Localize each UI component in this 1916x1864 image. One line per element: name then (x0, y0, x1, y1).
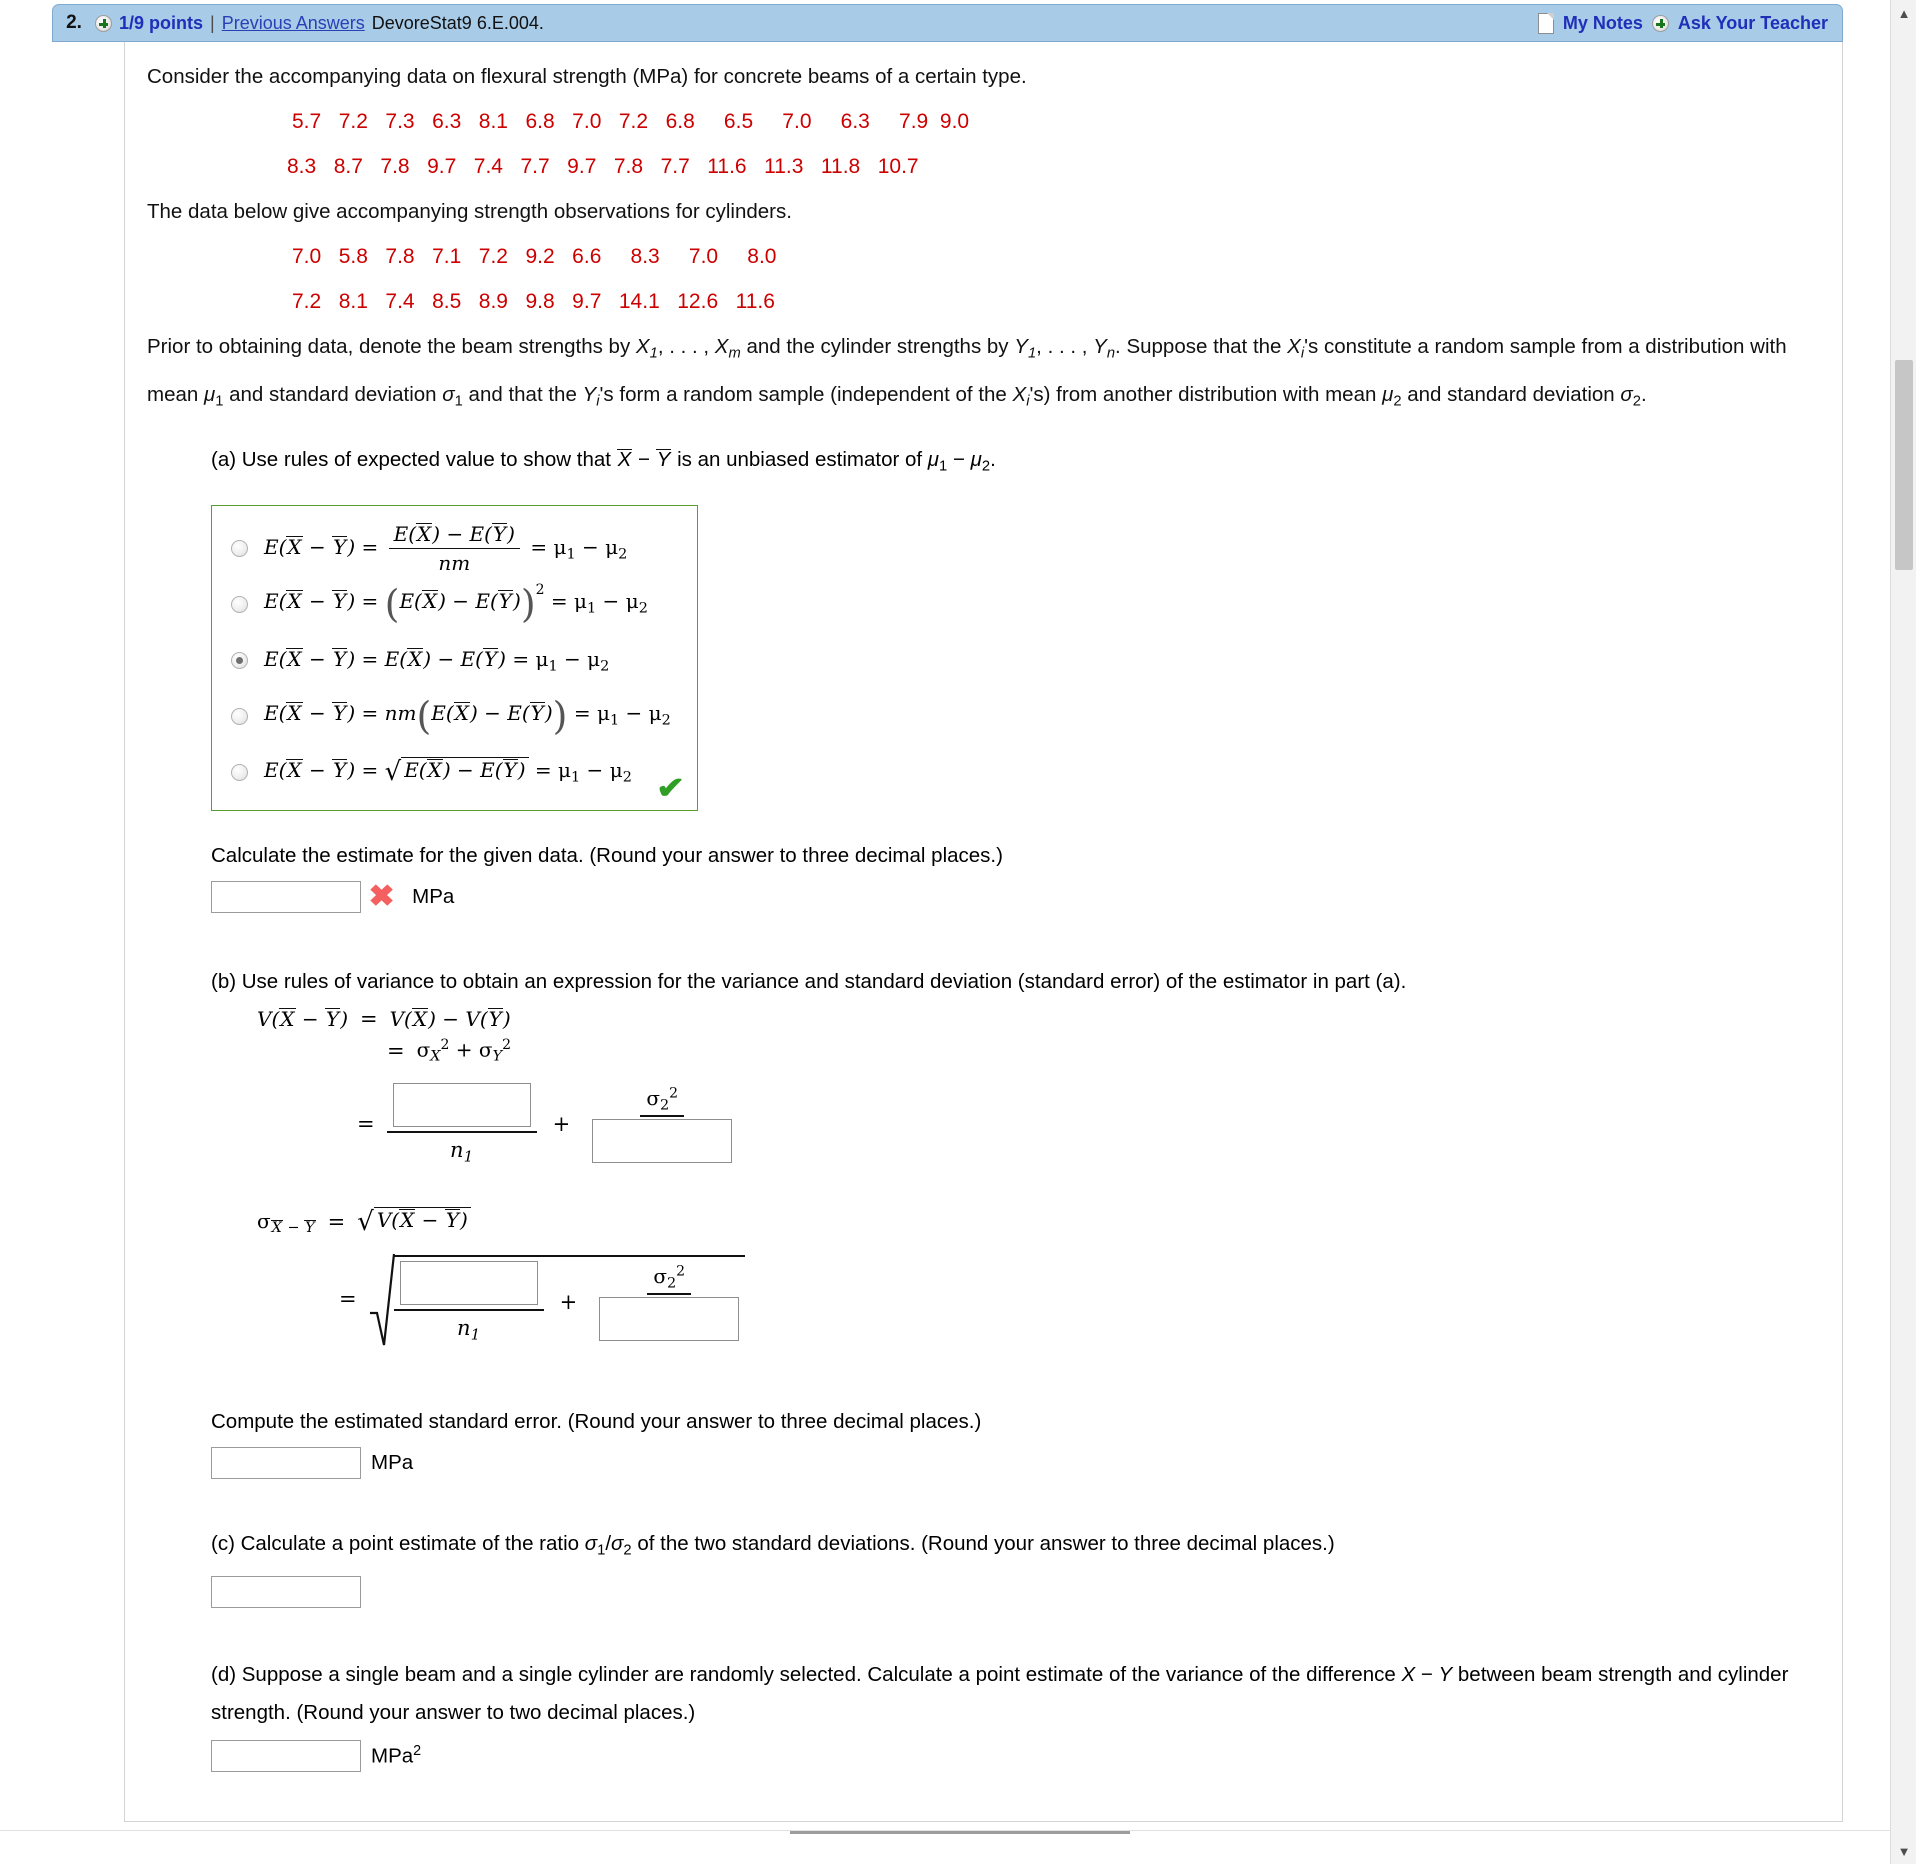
equals-4: = (327, 1210, 346, 1235)
choice-3-formula: $E(X - Y) = E(X) - E(Y) = \mu_1 - \mu_2$ (264, 646, 610, 674)
radio-button-4[interactable] (231, 708, 248, 725)
my-notes-link[interactable]: My Notes (1562, 12, 1643, 33)
sigma-1-c: σ (584, 1532, 598, 1556)
part-b-answer-input[interactable] (211, 1447, 361, 1479)
x-var-d: X (1401, 1662, 1416, 1686)
radical-sign-big (369, 1251, 395, 1347)
para-seg-7: from a distribution with mean (147, 335, 1787, 407)
equals-1: = (360, 1007, 378, 1032)
variance-fraction-1 (387, 1083, 537, 1166)
var-yi-sub: i (596, 393, 600, 410)
textbook-code: DevoreStat9 6.E.004. (371, 12, 544, 33)
part-d-prompt-pre: (d) Suppose a single beam and a single cylinder are randomly selected. Calculate a point estimate of the variance of the difference (211, 1662, 1402, 1686)
n1-se: n (457, 1316, 471, 1341)
cylinder-data-row-1: 7.0 5.8 7.8 7.1 7.2 9.2 6.6 8.3 7.0 8.0 (292, 245, 777, 268)
se-fraction-1-numerator (394, 1261, 544, 1311)
equals-3: = (357, 1112, 375, 1137)
notes-page-icon[interactable] (1538, 13, 1554, 34)
radio-button-2[interactable] (231, 596, 248, 613)
para-seg-11: 's) from another distribution with (1029, 383, 1320, 407)
para-seg-3: and the cylinder strengths by (740, 335, 1015, 358)
horizontal-scroll-nub[interactable] (790, 1831, 1130, 1834)
variance-fraction-2-denominator (586, 1117, 738, 1163)
sigma-2: σ (1620, 383, 1633, 407)
choice-1-formula: E(X − Y) = $\frac{E(X) - E(Y)}{nm}$ = $\mu_1 - \mu_2$ (264, 521, 628, 575)
part-d-answer-input[interactable] (211, 1740, 361, 1772)
header-left-group (95, 13, 1538, 34)
variance-line-2 (375, 1037, 1818, 1065)
part-a-choice-group (211, 505, 698, 811)
var-yi: Y (582, 383, 597, 407)
intro-line-2: The data below give accompanying strength observations for cylinders. (147, 200, 792, 223)
radio-button-5[interactable] (231, 764, 248, 781)
se-num-1-input[interactable] (400, 1261, 538, 1305)
sigma-1-sub: 1 (454, 393, 463, 410)
scrollbar-thumb[interactable] (1895, 360, 1913, 570)
var-xi: X (1287, 335, 1301, 358)
part-a-answer-row (211, 881, 1818, 913)
sigma-2-c-sub: 2 (623, 1542, 632, 1559)
mu-1-sub: 1 (215, 393, 224, 410)
header-divider: | (210, 12, 215, 33)
choice-2-formula: $E(X - Y) = (E(X) - E(Y))^2 = \mu_1 - \mu_2$ (264, 582, 648, 627)
variance-lhs: V(X − Y) (257, 1007, 348, 1032)
part-c-answer-row (211, 1576, 1818, 1608)
plus-circle-icon[interactable] (95, 15, 112, 32)
mu-2-a: μ (970, 447, 982, 471)
para-seg-4: , . . . , (1036, 335, 1094, 358)
se-fraction-2-numerator: $\sigma_2^2$ (647, 1264, 691, 1296)
plus-2: + (559, 1290, 578, 1315)
variance-line-3 (345, 1083, 1818, 1166)
se-line-1 (257, 1207, 1818, 1237)
setup-paragraph (147, 326, 1818, 423)
question-body-panel (124, 42, 1843, 1822)
se-line-2 (327, 1251, 1818, 1347)
plus-1: + (552, 1112, 571, 1137)
part-c-prompt (211, 1527, 1818, 1567)
se-fraction-2-denominator (593, 1295, 745, 1341)
se-fraction-1 (394, 1261, 544, 1344)
part-a-prompt (211, 443, 1818, 483)
equals-5: = (339, 1287, 357, 1312)
part-b-unit-label: MPa (371, 1451, 414, 1475)
para-seg-10: 's form a random sample (independent of the (599, 383, 1013, 407)
part-d-unit-text: MPa (371, 1744, 414, 1768)
variance-fraction-1-denominator (444, 1133, 479, 1166)
part-c-prompt-post: of the two standard deviations. (Round your answer to three decimal places.) (631, 1532, 1335, 1556)
para-seg-8: and standard deviation (223, 383, 443, 407)
var-xi-2: X (1012, 383, 1027, 407)
var-y-sub: 1 (1027, 345, 1037, 362)
se-rhs: √ V(X − Y) (357, 1207, 471, 1237)
mu-1: μ (203, 383, 216, 407)
var-x: X (635, 335, 650, 358)
part-c-answer-input[interactable] (211, 1576, 361, 1608)
choice-option-3[interactable] (212, 632, 697, 688)
var-yn: Y (1093, 335, 1107, 358)
part-a-prompt-pre: (a) Use rules of expected value to show that (211, 447, 617, 471)
n1-se-sub: 1 (470, 1325, 481, 1344)
sigma-1-c-sub: 1 (597, 1542, 606, 1559)
part-a-answer-input[interactable] (211, 881, 361, 913)
part-b-answer-row (211, 1447, 1818, 1479)
choice-option-5[interactable] (212, 744, 697, 800)
beam-data-row-1: 5.7 7.2 7.3 6.3 8.1 6.8 7.0 7.2 6.8 6.5 7.0 6.3 7.9 9.0 (292, 110, 970, 133)
var-xm: X (714, 335, 729, 358)
variance-sigma-sum: $\sigma_X^2 + \sigma_Y^2$ (416, 1037, 512, 1065)
se-den-2-input[interactable] (599, 1297, 739, 1341)
part-d-prompt-post: between beam (1452, 1662, 1593, 1686)
part-d-unit-sup: 2 (413, 1743, 422, 1760)
choice-option-1[interactable] (212, 520, 697, 576)
scroll-down-arrow[interactable]: ▼ (1891, 1838, 1916, 1864)
variance-rhs: V(X) − V(Y) (389, 1007, 511, 1032)
part-c-prompt-pre: (c) Calculate a point estimate of the ratio (211, 1532, 585, 1556)
variance-num-1-input[interactable] (393, 1083, 531, 1127)
var-y: Y (1014, 335, 1028, 358)
beam-data-row-2: 8.3 8.7 7.8 9.7 7.4 7.7 9.7 7.8 7.7 11.6 11.3 11.8 10.7 (287, 155, 919, 178)
para-seg-6: 's constitute a random sample (1304, 335, 1576, 358)
part-a-prompt-mid: is an unbiased estimator of (671, 447, 928, 471)
cylinder-data-row-2: 7.2 8.1 7.4 8.5 8.9 9.8 9.7 14.1 12.6 11.6 (292, 290, 775, 313)
mu-1-a: μ (927, 447, 940, 471)
mu-1-a-sub: 1 (939, 458, 948, 475)
radio-button-3[interactable] (231, 652, 248, 669)
para-seg-12: mean (1325, 383, 1383, 407)
intro-line-1: Consider the accompanying data on flexural strength (MPa) for concrete beams of a certain type. (147, 65, 1027, 88)
question-number: 2. (66, 12, 82, 33)
para-seg-13: and standard deviation (1401, 383, 1621, 407)
para-seg-1: Prior to obtaining data, denote the beam strengths by (147, 335, 636, 358)
se-fraction-2 (593, 1264, 745, 1342)
mu-2-sub: 2 (1393, 393, 1402, 410)
scroll-up-arrow[interactable]: ▲ (1891, 0, 1916, 26)
var-xi-2-sub: i (1026, 393, 1030, 410)
page-bottom-strip (0, 1830, 1890, 1864)
para-seg-5: . Suppose that the (1115, 335, 1288, 358)
minus-2: − (947, 447, 971, 471)
choice-option-2[interactable] (212, 576, 697, 632)
sigma-1: σ (442, 383, 455, 407)
var-x-sub: 1 (649, 345, 658, 362)
choice-5-formula: E(X − Y) = √ $E(X) - E(Y) = \mu_1 - \mu_2$ (264, 757, 632, 788)
part-d-prompt-line2: strength and cylinder strength. (Round your answer to two decimal places.) (211, 1662, 1789, 1724)
question-header-bar (52, 4, 1843, 42)
var-yn-sub: n (1106, 345, 1116, 362)
part-a-unit-label: MPa (412, 885, 455, 909)
variance-line-1 (257, 1007, 1818, 1031)
para-seg-2: , . . . , (657, 335, 715, 358)
sigma-2-sub: 2 (1632, 393, 1641, 410)
points-link[interactable]: 1/9 points (119, 12, 204, 33)
radio-button-1[interactable] (231, 540, 248, 557)
choice-option-4[interactable] (212, 688, 697, 744)
ask-your-teacher-link[interactable]: Ask Your Teacher (1677, 12, 1828, 33)
se-fraction-1-denominator (451, 1311, 486, 1344)
radicand-group (394, 1255, 746, 1344)
minus-d: − (1415, 1662, 1439, 1686)
n1-var: n (450, 1137, 464, 1162)
var-xm-sub: m (728, 345, 741, 362)
mu-2: μ (1382, 383, 1394, 407)
x-bar: X (617, 447, 632, 471)
part-d-prompt (211, 1656, 1818, 1732)
n1-var-sub: 1 (463, 1147, 474, 1166)
choice-4-formula: $E(X - Y) = nm(E(X) - E(Y)) = \mu_1 - \mu_2$ (264, 694, 671, 739)
part-b-prompt: (b) Use rules of variance to obtain an expression for the variance and standard deviation (standard error) of the estimator in part (a). (211, 970, 1407, 994)
plus-circle-icon-2[interactable] (1652, 15, 1669, 32)
mu-2-a-sub: 2 (981, 458, 991, 475)
correct-check-icon: ✔ (655, 772, 685, 806)
variance-fraction-2 (586, 1085, 738, 1163)
y-bar: Y (656, 447, 671, 471)
variance-fraction-2-numerator: $\sigma_2^2$ (640, 1085, 684, 1117)
vertical-scrollbar[interactable] (1890, 0, 1916, 1864)
variance-den-2-input[interactable] (592, 1119, 732, 1163)
part-b-variance-derivation (257, 1007, 1818, 1347)
sigma-2-c: σ (611, 1532, 624, 1556)
incorrect-x-icon: ✖ (368, 880, 395, 914)
part-b-compute-prompt: Compute the estimated standard error. (Round your answer to three decimal places.) (211, 1410, 982, 1434)
equals-2: = (387, 1039, 405, 1064)
para-seg-9: and that the (462, 383, 583, 407)
y-var-d: Y (1438, 1662, 1453, 1686)
var-xi-sub: i (1300, 345, 1305, 362)
part-d-answer-row (211, 1740, 1818, 1772)
ratio-slash: / (605, 1532, 612, 1556)
para-seg-14: . (1640, 383, 1647, 407)
previous-answers-link[interactable]: Previous Answers (221, 12, 365, 33)
part-a-estimate-prompt: Calculate the estimate for the given data. (Round your answer to three decimal places.) (211, 844, 1003, 868)
se-lhs: $\sigma_{X - Y}$ (257, 1208, 315, 1237)
header-right-group (1538, 13, 1828, 34)
variance-fraction-1-numerator (387, 1083, 537, 1133)
part-a-prompt-end: . (990, 447, 996, 471)
part-d-unit-label (371, 1743, 421, 1768)
minus-1: − (632, 447, 656, 471)
